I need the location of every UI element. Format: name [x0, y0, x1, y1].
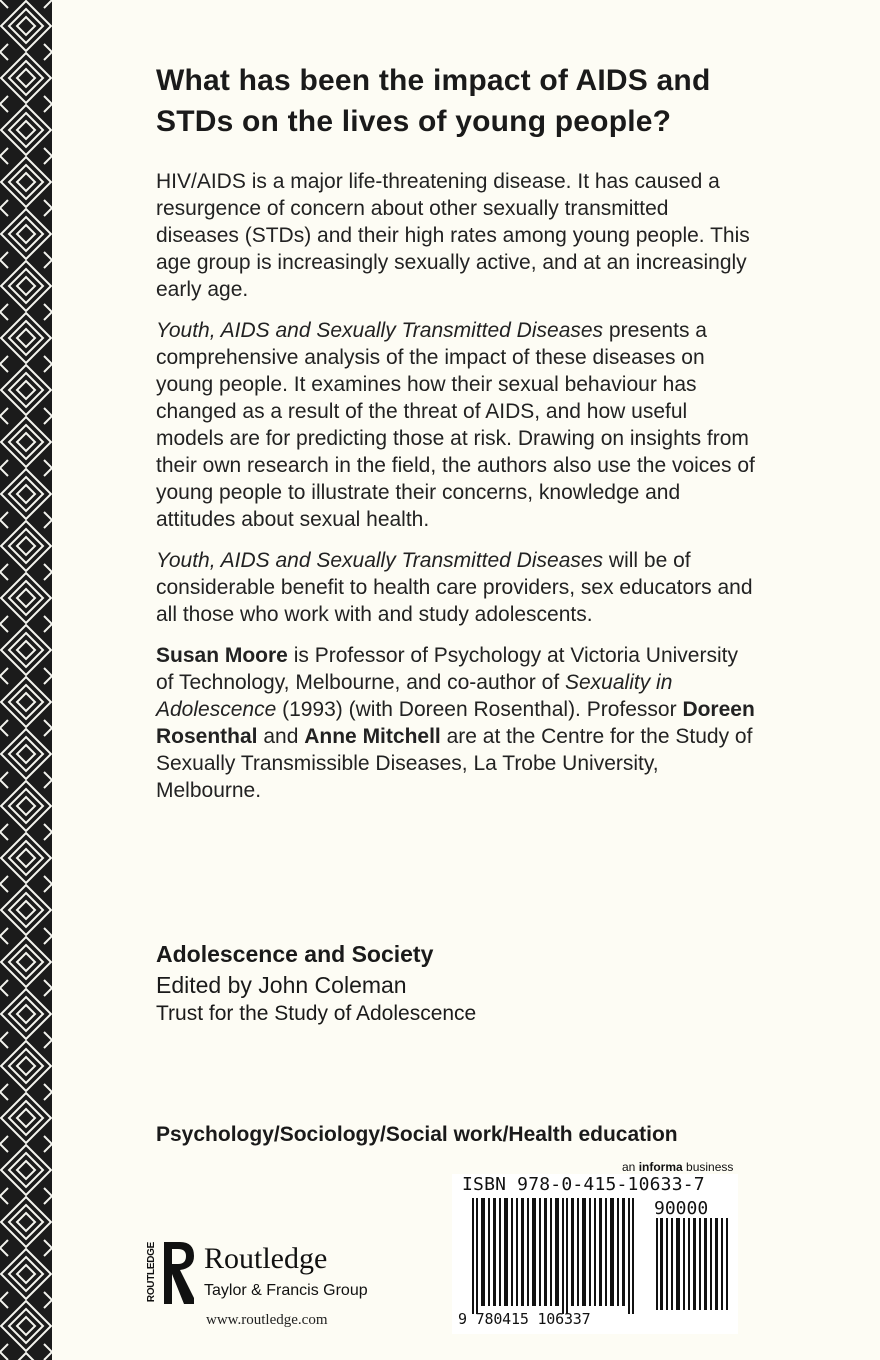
blurb-content [156, 60, 756, 818]
summary-text: presents a comprehensive analysis of the impact of these diseases on young people. It examines how their sexual behaviour has changed as a result of the threat of AIDS, and how useful models are for predicting those at risk. Drawing on insights from their own research in the field, the authors also use the voices of young people to illustrate their concerns, knowledge and attitudes about sexual health. [156, 319, 755, 531]
intro-paragraph: HIV/AIDS is a major life-threatening disease. It has caused a resurgence of concern about other sexually transmitted diseases (STDs) and their high rates among young people. This age group is increasingly sexually active, and at an increasingly early age. [156, 170, 750, 301]
bio-text: and [257, 725, 305, 748]
informa-suffix: business [682, 1160, 734, 1174]
routledge-r-icon [160, 1238, 196, 1310]
bio-text: (1993) (with Doreen Rosenthal). Professor [276, 698, 683, 721]
informa-prefix: an [622, 1160, 639, 1174]
series-title: Adolescence and Society [156, 941, 434, 967]
author-name: Doreen Rosenthal [156, 698, 755, 748]
book-title-italic: Youth, AIDS and Sexually Transmitted Diseases [156, 549, 604, 572]
author-name: Anne Mitchell [304, 725, 441, 748]
publisher-website: www.routledge.com [206, 1312, 328, 1328]
series-info [156, 938, 756, 1028]
series-organization: Trust for the Study of Adolescence [156, 1002, 477, 1025]
audience-text: will be of considerable benefit to health care providers, sex educators and all those who work with and study adolescents. [156, 549, 753, 626]
publisher-vertical-wordmark: ROUTLEDGE [146, 1242, 157, 1303]
bio-text: is Professor of Psychology at Victoria University of Technology, Melbourne, and co-author of [156, 644, 738, 694]
summary-paragraph [156, 317, 756, 533]
ean-digits: 9 780415 106337 [458, 1310, 591, 1328]
author-name: Susan Moore [156, 644, 288, 667]
informa-tagline [622, 1160, 733, 1174]
author-bio-paragraph [156, 642, 756, 804]
audience-paragraph [156, 547, 756, 628]
bio-text: are at the Centre for the Study of Sexually Transmissible Diseases, La Trobe University, Melbourne. [156, 725, 753, 802]
isbn-text: ISBN 978-0-415-10633-7 [462, 1174, 705, 1195]
price-code: 90000 [654, 1198, 709, 1219]
page-title: What has been the impact of AIDS and STDs on the lives of young people? [156, 64, 711, 138]
publisher-group: Taylor & Francis Group [204, 1282, 368, 1299]
publisher-name: Routledge [204, 1242, 328, 1275]
subject-categories: Psychology/Sociology/Social work/Health education [156, 1123, 678, 1146]
book-title-italic: Youth, AIDS and Sexually Transmitted Diseases [156, 319, 604, 342]
series-editor: Edited by John Coleman [156, 972, 407, 998]
decorative-pattern-strip [0, 0, 52, 1360]
informa-brand: informa [638, 1160, 683, 1174]
diamond-pattern-icon [0, 0, 52, 1360]
coauthored-book-title: Sexuality in Adolescence [156, 671, 673, 721]
